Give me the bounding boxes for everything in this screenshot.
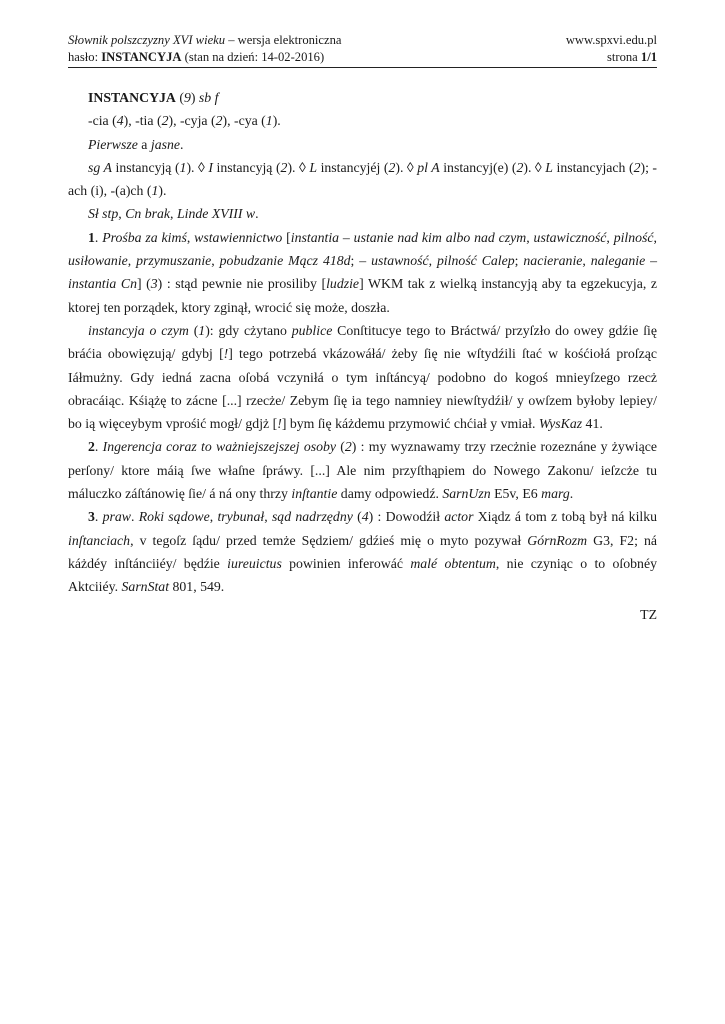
sense-3 xyxy=(68,505,657,598)
edition-label: – wersja elektroniczna xyxy=(225,33,342,47)
italic-fragment: praw xyxy=(102,509,132,525)
page-count: 1/1 xyxy=(640,50,657,64)
italic-fragment: 4 xyxy=(361,509,369,525)
text-fragment: ). ◊ xyxy=(186,159,209,175)
status-date: (stan na dzień: 14-02-2016) xyxy=(181,50,325,64)
text-fragment: ( xyxy=(336,439,345,455)
italic-fragment: pilność Calep xyxy=(436,253,515,269)
italic-fragment: inſtanciach xyxy=(68,532,131,548)
text-fragment: a xyxy=(137,136,151,152)
italic-fragment: Sł stp xyxy=(88,206,119,222)
italic-fragment: 2 xyxy=(633,159,641,175)
entry-sources xyxy=(68,202,657,225)
italic-fragment: 1 xyxy=(179,159,187,175)
text-fragment: 801, 549. xyxy=(169,579,225,595)
text-fragment: , xyxy=(526,229,534,245)
italic-fragment: actor xyxy=(444,509,474,525)
italic-fragment: 1 xyxy=(198,322,206,338)
text-fragment: ( xyxy=(188,322,199,338)
text-fragment: ( xyxy=(175,90,184,105)
italic-fragment: Cn brak xyxy=(125,206,171,222)
text-fragment: ). ◊ xyxy=(287,159,310,175)
text-fragment: instancyjach ( xyxy=(552,159,634,175)
text-fragment: , xyxy=(211,253,220,269)
italic-fragment: ludzie xyxy=(326,276,360,292)
text-fragment: instancyją ( xyxy=(212,159,281,175)
italic-fragment: naleganie xyxy=(590,253,646,269)
text-fragment: , xyxy=(118,206,126,222)
entry-head xyxy=(68,86,657,109)
page-header xyxy=(68,32,657,66)
entry-label: hasło: xyxy=(68,50,102,64)
header-row-1 xyxy=(68,32,657,49)
italic-fragment: pilność xyxy=(613,229,654,245)
italic-fragment: 2 xyxy=(344,439,352,455)
text-fragment: , v tegoſz ſądu/ przed temże Sędziem/ gdźieś mię o myto pozywał xyxy=(130,532,528,548)
text-fragment: . xyxy=(255,206,259,222)
dictionary-entry xyxy=(68,86,657,626)
italic-fragment: 2 xyxy=(215,113,223,129)
text-fragment: ( xyxy=(352,509,362,525)
italic-fragment: 2 xyxy=(516,159,524,175)
text-fragment: , xyxy=(606,229,614,245)
text-fragment: damy odpowiedź. xyxy=(337,486,443,502)
text-fragment: , xyxy=(428,253,437,269)
italic-fragment: 1 xyxy=(265,113,273,129)
text-fragment: ; – xyxy=(350,253,372,269)
text-fragment: ). xyxy=(272,113,281,129)
page-number xyxy=(607,49,657,66)
text-fragment: ), -cya ( xyxy=(222,113,266,129)
text-fragment: , xyxy=(186,229,195,245)
italic-fragment: sąd nadrzędny xyxy=(271,509,353,525)
italic-fragment: sg A xyxy=(88,159,112,175)
text-fragment: , xyxy=(582,253,591,269)
italic-fragment: Roki sądowe xyxy=(138,509,210,525)
italic-fragment: WysKaz xyxy=(538,416,583,432)
text-fragment: ) : Dowodźił xyxy=(368,509,445,525)
italic-fragment: Ingerencja coraz to ważniejszejszej osoby xyxy=(102,439,337,455)
italic-fragment: SarnUzn xyxy=(442,486,491,502)
text-fragment: , xyxy=(170,206,177,222)
italic-fragment: wstawiennictwo xyxy=(194,229,283,245)
entry-vowels xyxy=(68,133,657,156)
bold-fragment: 2 xyxy=(88,439,95,455)
website-url: www.spxvi.edu.pl xyxy=(565,33,657,47)
italic-fragment: 2 xyxy=(280,159,288,175)
italic-fragment: 2 xyxy=(388,159,396,175)
text-fragment: ), -tia ( xyxy=(123,113,162,129)
italic-fragment: sb f xyxy=(198,90,219,105)
italic-fragment: jasne xyxy=(150,136,180,152)
italic-fragment: instantia – ustanie nad kim albo nad czym xyxy=(290,229,527,245)
text-fragment: – xyxy=(645,253,657,269)
italic-fragment: instancyja o czym xyxy=(88,322,189,338)
text-fragment: ; xyxy=(514,253,524,269)
dictionary-title xyxy=(68,32,341,49)
text-fragment: . xyxy=(131,509,139,525)
italic-fragment: pobudzanie Mącz 418d xyxy=(219,253,351,269)
text-fragment: ] tego potrzebá vkázowáłá/ żeby ſię nie wſtydźili ſtać w kośćiołá proſząc Iáłmużny. Gdy iedná zacna oſobá vczyniłá o tym inſtáncyą/ podobno do kogoś mnieyſzego rzecż obracáiąc. Kśiążę to zácne [...] rzecże/ Zebym ſię ia tego namniey niewſtydźił/ y owſzem byłoby lepiey/ bo ią więceybym vprośić mogł/ gdjż [ xyxy=(68,346,658,432)
text-fragment: . xyxy=(569,486,574,502)
italic-fragment: instantia Cn xyxy=(68,276,137,292)
italic-fragment: 2 xyxy=(161,113,169,129)
italic-fragment: usiłowanie xyxy=(68,253,128,269)
entry-inflection xyxy=(68,156,657,203)
text-fragment: instancyj(e) ( xyxy=(439,159,517,175)
italic-fragment: nacieranie xyxy=(523,253,583,269)
dictionary-name: Słownik polszczyzny XVI wieku xyxy=(68,33,226,47)
author-signature: TZ xyxy=(640,606,657,622)
text-fragment: ] ( xyxy=(136,276,151,292)
italic-fragment: Pierwsze xyxy=(88,136,138,152)
italic-fragment: Prośba za kimś xyxy=(102,229,187,245)
entry-forms xyxy=(68,109,657,132)
page-label: strona xyxy=(606,50,641,64)
text-fragment: ) xyxy=(190,90,199,105)
header-row-2 xyxy=(68,49,657,66)
italic-fragment: 9 xyxy=(183,90,191,105)
text-fragment: G3, F2; ná káżdéy inſtánciiéy/ będźie xyxy=(68,532,657,571)
italic-fragment: SarnStat xyxy=(121,579,170,595)
italic-fragment: I xyxy=(208,159,213,175)
entry-status xyxy=(68,49,324,66)
italic-fragment: L xyxy=(309,159,318,175)
italic-fragment: przymuszanie xyxy=(136,253,212,269)
text-fragment: ) : my wyznawamy trzy rzecżnie rozeznáne y żywiące perſony/ ktore máią ſwe właſne ſpráwy. [...] Ale nim przyſthąpiem do Nowego Zakonu/ ieſzcże tu máluczko záſtánowię ſie/ á ná ony thrzy xyxy=(68,439,657,502)
text-fragment: -cia ( xyxy=(88,113,117,129)
text-fragment: [ xyxy=(282,229,291,245)
italic-fragment: 4 xyxy=(116,113,124,129)
text-fragment: ). ◊ xyxy=(395,159,418,175)
sense-1 xyxy=(68,226,657,319)
italic-fragment: L xyxy=(545,159,553,175)
bold-fragment: 3 xyxy=(88,509,95,525)
sense-1-subsense xyxy=(68,319,657,435)
italic-fragment: 1 xyxy=(151,183,159,199)
italic-fragment: iureuictus xyxy=(227,555,282,571)
italic-fragment: trybunał xyxy=(217,509,265,525)
italic-fragment: ustawność xyxy=(371,253,429,269)
italic-fragment: inſtantie xyxy=(291,486,338,502)
text-fragment: . xyxy=(94,439,103,455)
text-fragment: powinien inferowáć xyxy=(281,555,411,571)
text-fragment: ), -cyja ( xyxy=(168,113,216,129)
text-fragment: , xyxy=(209,509,218,525)
italic-fragment: marg xyxy=(541,486,570,502)
text-fragment: instancyjéj ( xyxy=(317,159,389,175)
text-fragment: ] WKM tak z wielką instancyją aby ta egzekucyja, z ktorej ten porządek, ktory zginął, wrocić się może, doszła. xyxy=(68,276,657,315)
text-fragment: instancyją ( xyxy=(111,159,180,175)
text-fragment: , nie czyniąc o to oſobnéy Aktciiéy. xyxy=(68,555,657,595)
text-fragment: 41. xyxy=(582,416,603,432)
italic-fragment: malé obtentum xyxy=(410,555,496,571)
text-fragment: E5v, E6 xyxy=(490,486,542,502)
text-fragment: Xiądz á tom z tobą był ná kilku xyxy=(473,509,658,525)
italic-fragment: ! xyxy=(223,346,229,362)
italic-fragment: pl A xyxy=(417,159,440,175)
text-fragment: ): gdy cżytano xyxy=(205,322,292,338)
italic-fragment: Linde XVIII w xyxy=(176,206,256,222)
sense-2 xyxy=(68,435,657,505)
text-fragment: . xyxy=(94,509,103,525)
text-fragment: ) : stąd pewnie nie prosiliby [ xyxy=(157,276,327,292)
bold-fragment: 1 xyxy=(88,229,95,245)
italic-fragment: publice xyxy=(291,322,333,338)
bold-fragment: INSTANCYJA xyxy=(88,90,176,105)
text-fragment: ). xyxy=(158,183,167,199)
italic-fragment: 3 xyxy=(150,276,158,292)
text-fragment: , xyxy=(127,253,137,269)
text-fragment: Conſtitucye tego to Bráctwá/ przyſzło do owey gdźie ſię bráćia obowięzują/ gdybj [ xyxy=(68,322,658,362)
italic-fragment: ! xyxy=(277,416,282,432)
text-fragment: ); -ach (i), -(a)ch ( xyxy=(68,159,658,199)
text-fragment: . xyxy=(94,229,103,245)
italic-fragment: ustawiczność xyxy=(533,229,607,245)
text-fragment: ] bym ſię káżdemu przymowić chćiał y vmiał. xyxy=(281,416,539,432)
text-fragment: , xyxy=(264,509,272,525)
header-divider xyxy=(68,67,657,68)
text-fragment: ). ◊ xyxy=(523,159,546,175)
text-fragment: . xyxy=(179,136,184,152)
italic-fragment: GórnRozm xyxy=(527,532,588,548)
text-fragment: , xyxy=(653,229,657,245)
entry-headword: INSTANCYJA xyxy=(101,50,182,64)
